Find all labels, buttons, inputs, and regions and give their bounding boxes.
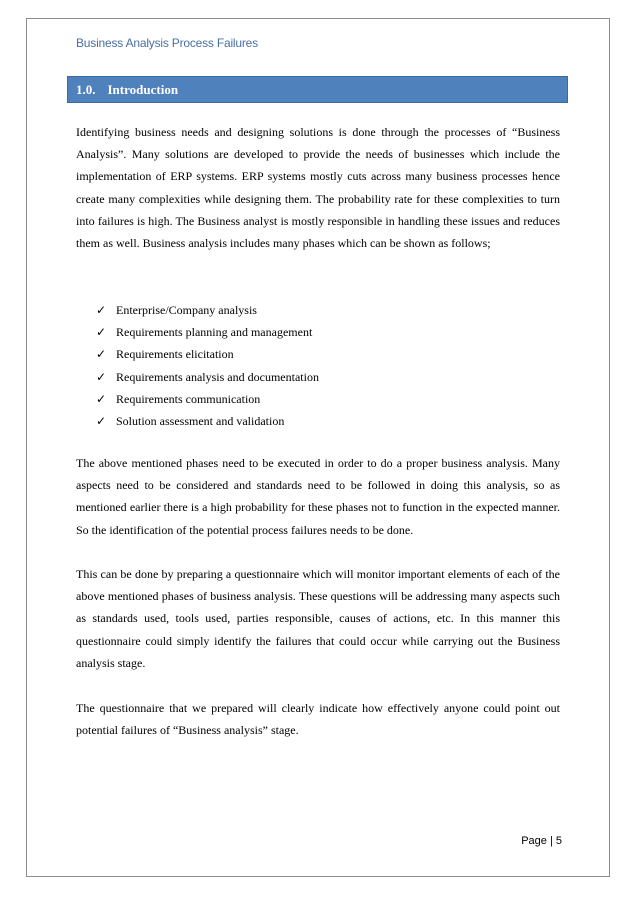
list-item-label: Requirements communication	[116, 391, 261, 406]
list-item-label: Requirements analysis and documentation	[116, 369, 319, 384]
check-mark-icon: ✓	[96, 391, 107, 406]
paragraph-conclusion: The questionnaire that we prepared will clearly indicate how effectively anyone could point out potential failures of “Business analysis” stage.	[76, 701, 560, 738]
check-mark-icon: ✓	[96, 325, 107, 340]
list-item	[96, 410, 319, 432]
section-heading	[67, 76, 568, 103]
paragraph-intro: Identifying business needs and designing solutions is done through the processes of “Business Analysis”. Many solutions are developed to provide the needs of businesses which include the implementation of ERP systems. ERP systems mostly cuts across many business processes hence create many complexities while designing them. The probability rate for these complexities to turn into failures is high. The Business analyst is mostly responsible in handling these issues and reduces them as well. Business analysis includes many phases which can be shown as follows;	[76, 125, 560, 251]
list-item-label: Enterprise/Company analysis	[116, 303, 257, 317]
phase-checklist	[96, 299, 319, 432]
list-item-label: Requirements planning and management	[116, 325, 313, 340]
check-mark-icon: ✓	[96, 347, 107, 362]
running-header: Business Analysis Process Failures	[76, 36, 258, 50]
section-title: Introduction	[107, 81, 179, 97]
list-item-label: Solution assessment and validation	[116, 413, 285, 428]
page-number: Page | 5	[521, 835, 562, 847]
section-number: 1.0.	[76, 81, 96, 97]
check-mark-icon: ✓	[96, 369, 107, 384]
list-item	[96, 299, 319, 321]
check-mark-icon: ✓	[96, 303, 107, 317]
list-item	[96, 321, 319, 343]
paragraph-phases: The above mentioned phases need to be executed in order to do a proper business analysis. Many aspects need to be considered and standards need to be followed in doing this analysis, so as mentioned earlier there is a high probability for these phases not to function in the expected manner. So the identification of the potential process failures needs to be done.	[76, 456, 560, 537]
list-item	[96, 388, 319, 410]
paragraph-questionnaire: This can be done by preparing a questionnaire which will monitor important elements of each of the above mentioned phases of business analysis. These questions will be addressing many aspects such as standards used, tools used, parties responsible, causes of actions, etc. In this manner this questionnaire could simply identify the failures that could occur while carrying out the Business analysis stage.	[76, 567, 560, 670]
list-item	[96, 366, 319, 388]
list-item-label: Requirements elicitation	[116, 347, 234, 362]
check-mark-icon: ✓	[96, 413, 107, 428]
list-item	[96, 343, 319, 365]
